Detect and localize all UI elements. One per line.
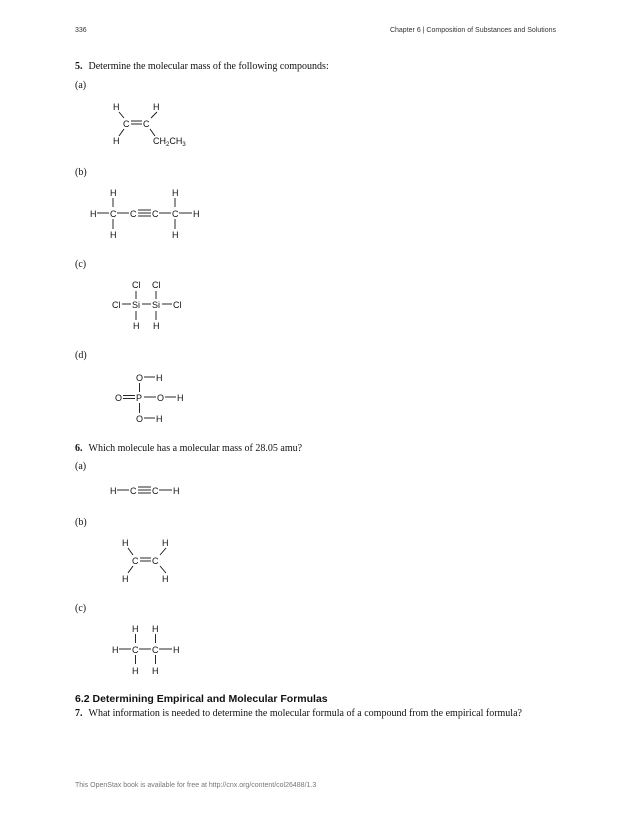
atom-c: C — [130, 486, 137, 496]
q6-part-c-label: (c) — [75, 603, 87, 614]
atom-o: O — [136, 414, 144, 424]
atom-c: C — [132, 556, 139, 566]
atom-h: H — [193, 209, 200, 219]
atom-c: C — [152, 645, 159, 655]
question-7 — [75, 708, 522, 719]
atom-h: H — [110, 230, 117, 240]
atom-h: H — [153, 102, 160, 112]
atom-h: H — [153, 321, 160, 331]
atom-h: H — [122, 574, 129, 584]
atom-h: H — [177, 393, 184, 403]
atom-h: H — [132, 624, 139, 634]
atom-h: H — [90, 209, 97, 219]
atom-h: H — [173, 486, 180, 496]
atom-cl: Cl — [132, 280, 141, 290]
atom-h: H — [132, 666, 139, 676]
question-6-number: 6. — [75, 443, 83, 454]
atom-h: H — [156, 414, 163, 424]
q5-part-d-label: (d) — [75, 350, 87, 361]
atom-cl: Cl — [173, 300, 182, 310]
atom-h: H — [110, 188, 117, 198]
atom-c: C — [132, 645, 139, 655]
atom-h: H — [162, 538, 169, 548]
atom-o: O — [136, 373, 144, 383]
atom-c: C — [143, 119, 150, 129]
chapter-title: Chapter 6 | Composition of Substances and Solutions — [389, 27, 556, 34]
atom-c: C — [123, 119, 130, 129]
q6-part-b-label: (b) — [75, 517, 87, 528]
atom-h: H — [133, 321, 140, 331]
q5-part-a-label: (a) — [75, 80, 87, 91]
atom-h: H — [112, 645, 119, 655]
atom-cl: Cl — [152, 280, 161, 290]
atom-h: H — [110, 486, 117, 496]
atom-h: H — [173, 645, 180, 655]
section-title: 6.2 Determining Empirical and Molecular Formulas — [75, 693, 328, 705]
atom-h: H — [172, 188, 179, 198]
question-5-number: 5. — [75, 61, 83, 72]
atom-si: Si — [152, 300, 161, 310]
q6-part-a-label: (a) — [75, 461, 87, 472]
atom-o: O — [115, 393, 123, 403]
atom-si: Si — [132, 300, 141, 310]
atom-h: H — [156, 373, 163, 383]
atom-h: H — [113, 102, 120, 112]
q5-part-c-label: (c) — [75, 259, 87, 270]
atom-h: H — [162, 574, 169, 584]
page-number: 336 — [75, 27, 87, 34]
atom-h: H — [113, 136, 120, 146]
atom-c: C — [130, 209, 137, 219]
ethyl-group: $CH_2CH_3$ — [153, 136, 186, 148]
atom-c: C — [152, 209, 159, 219]
atom-p: P — [136, 393, 143, 403]
atom-h: H — [152, 666, 159, 676]
atom-h: H — [172, 230, 179, 240]
question-7-text: What information is needed to determine the molecular formula of a compound from the empirical formula? — [88, 708, 522, 719]
atom-h: H — [152, 624, 159, 634]
atom-cl: Cl — [112, 300, 121, 310]
footer-note: This OpenStax book is available for free at http://cnx.org/content/col26488/1.3 — [75, 782, 317, 789]
atom-o: O — [157, 393, 165, 403]
atom-h: H — [122, 538, 129, 548]
atom-c: C — [152, 486, 159, 496]
atom-c: C — [172, 209, 179, 219]
question-6-text: Which molecule has a molecular mass of 28.05 amu? — [88, 443, 303, 454]
question-5-text: Determine the molecular mass of the following compounds: — [88, 61, 329, 72]
q5-part-b-label: (b) — [75, 167, 87, 178]
question-7-number: 7. — [75, 708, 83, 719]
atom-c: C — [152, 556, 159, 566]
atom-c: C — [110, 209, 117, 219]
